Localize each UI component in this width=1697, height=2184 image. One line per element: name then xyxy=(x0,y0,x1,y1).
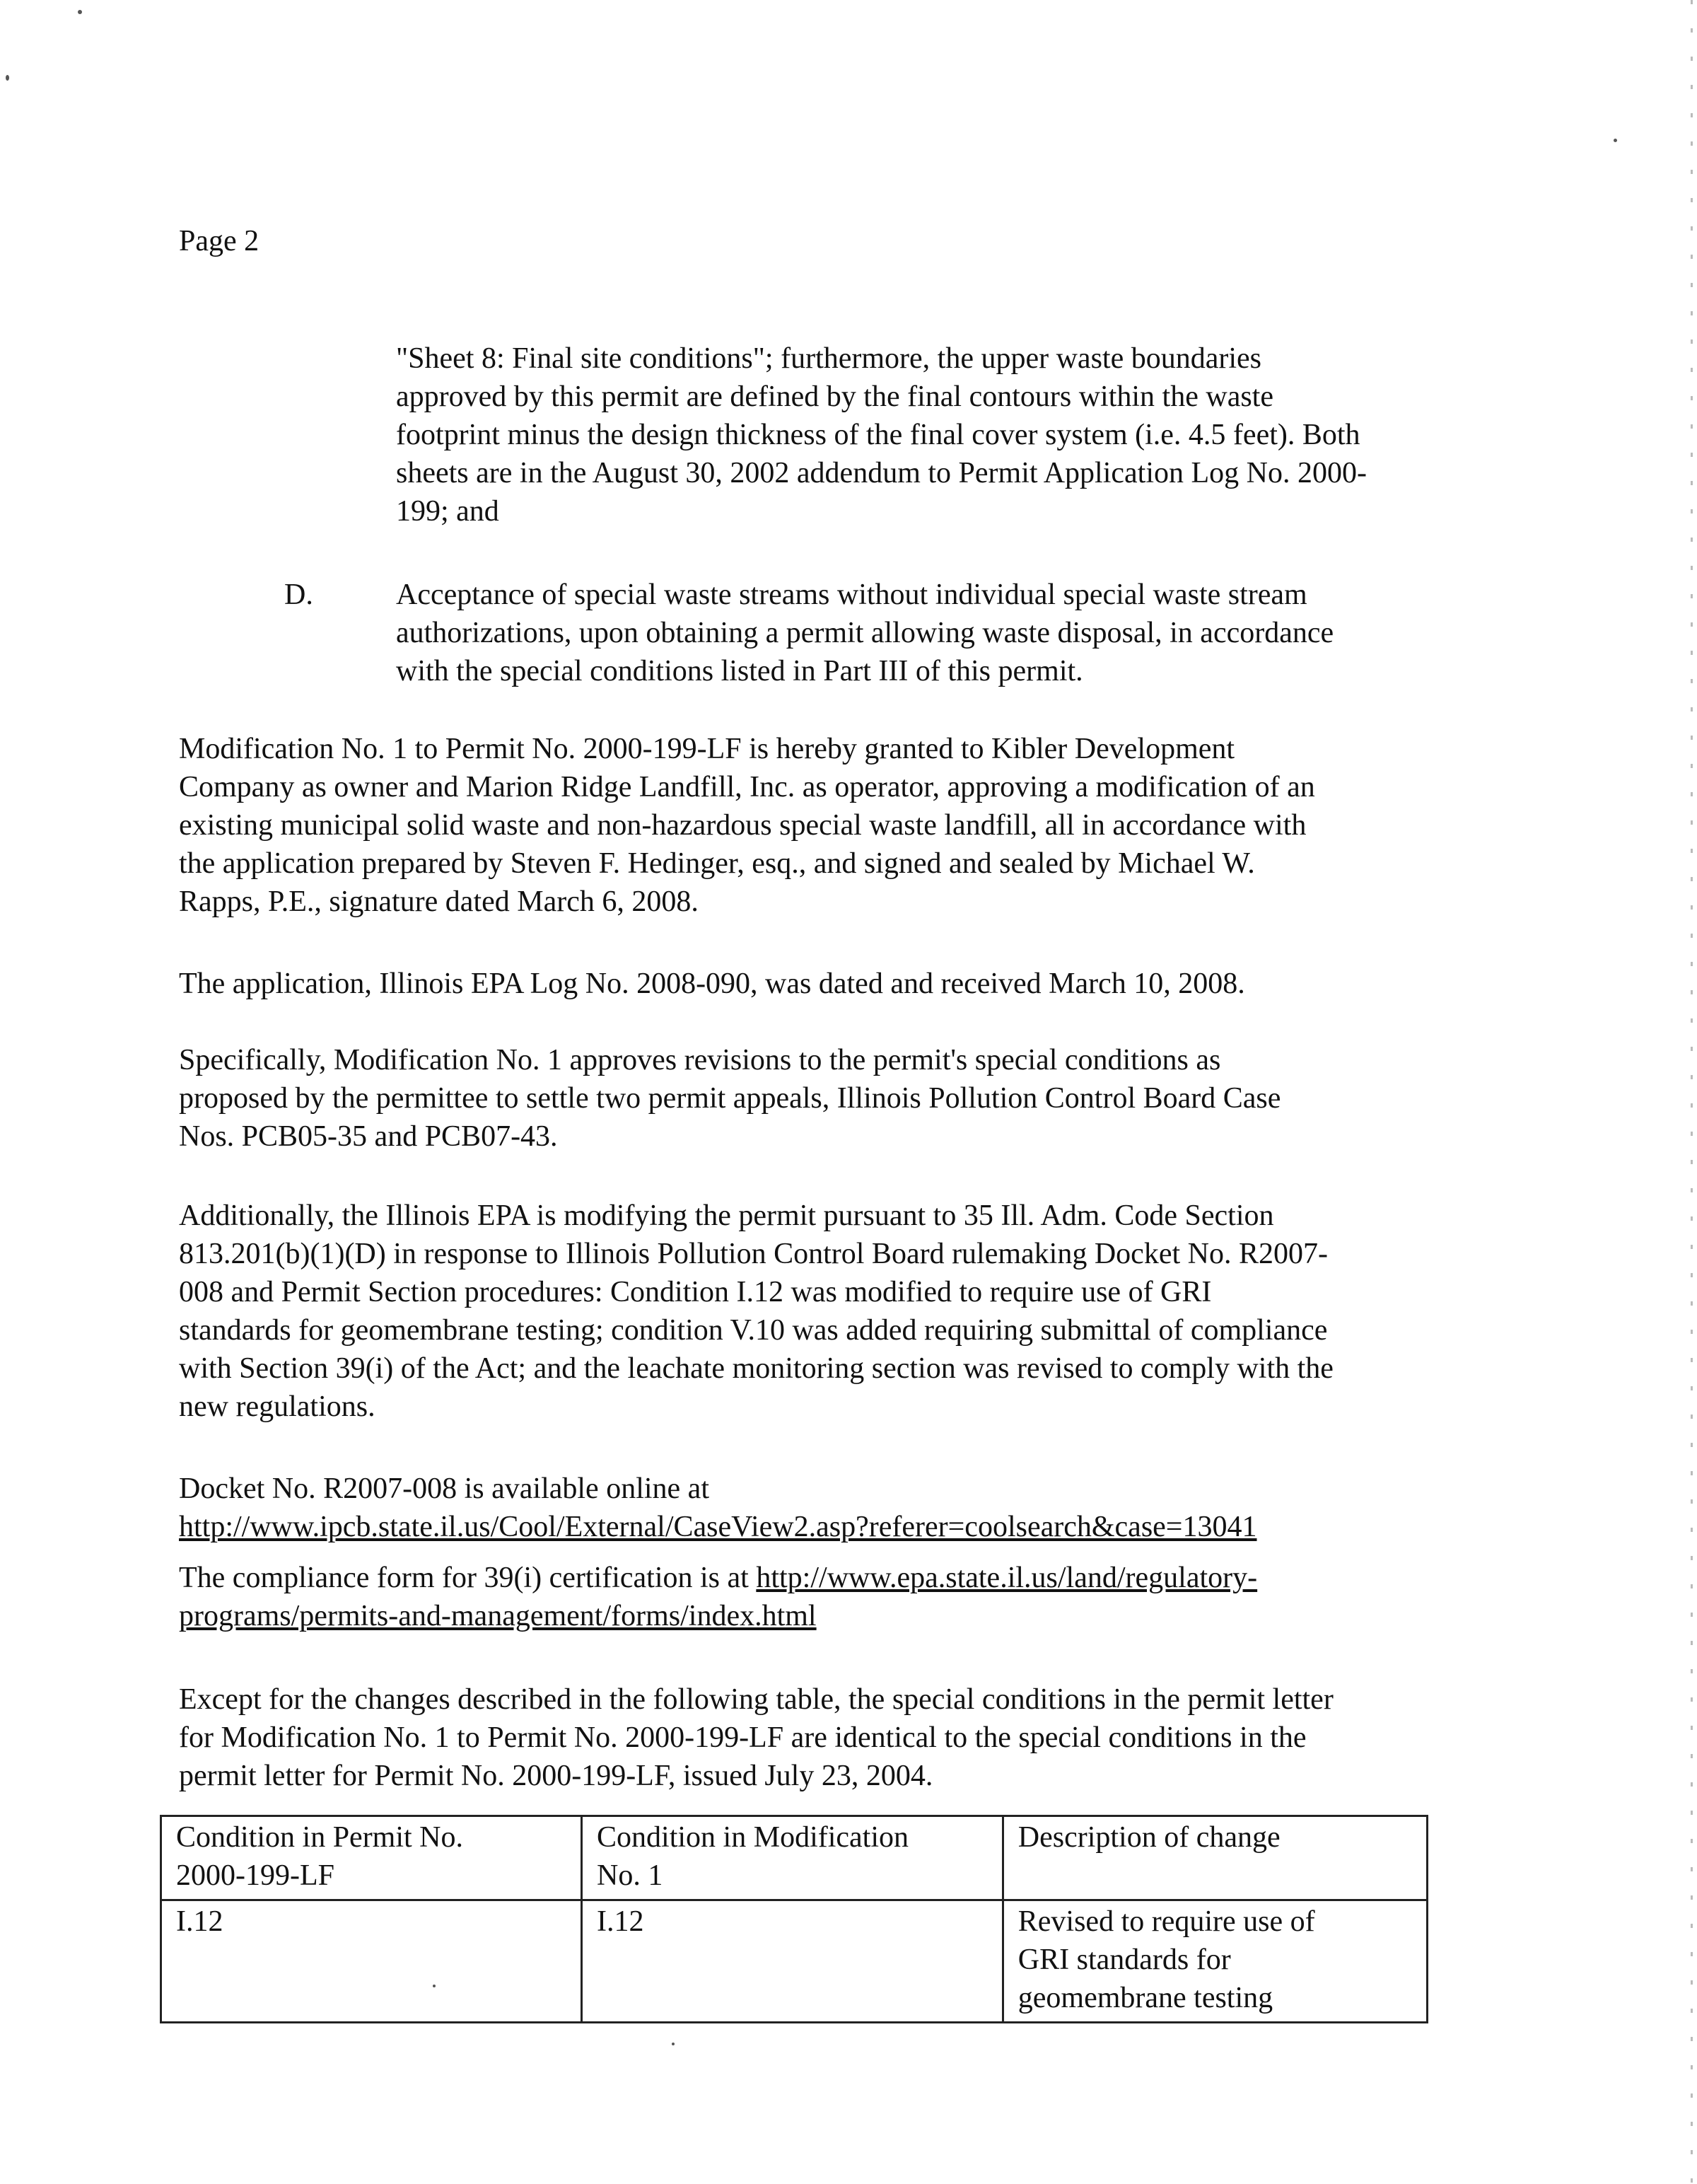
text-line: 813.201(b)(1)(D) in response to Illinois Pollution Control Board rulemaking Docket No. R2007- xyxy=(179,1238,1328,1270)
text-line: approved by this permit are defined by the final contours within the waste xyxy=(396,381,1273,413)
text-line: permit letter for Permit No. 2000-199-LF, issued July 23, 2004. xyxy=(179,1760,933,1792)
compliance-link-part1[interactable]: http://www.epa.state.il.us/land/regulatory- xyxy=(756,1562,1258,1594)
text-line: Additionally, the Illinois EPA is modifying the permit pursuant to 35 Ill. Adm. Code Section xyxy=(179,1200,1274,1232)
except-paragraph xyxy=(179,1680,1522,1795)
text-line: for Modification No. 1 to Permit No. 2000-199-LF are identical to the special conditions in the xyxy=(179,1721,1307,1754)
modification-paragraph xyxy=(179,730,1522,921)
changes-table xyxy=(160,1815,1428,2023)
application-paragraph: The application, Illinois EPA Log No. 2008-090, was dated and received March 10, 2008. xyxy=(179,968,1245,1000)
scan-speck xyxy=(672,2043,675,2045)
text-line: with the special conditions listed in Part III of this permit. xyxy=(396,655,1083,687)
table-row xyxy=(161,1900,1428,2023)
header-modification-condition: Condition in Modification No. 1 xyxy=(582,1816,1003,1900)
item-d-paragraph xyxy=(396,576,1520,690)
text-line: sheets are in the August 30, 2002 addendum to Permit Application Log No. 2000- xyxy=(396,457,1367,489)
additionally-paragraph xyxy=(179,1197,1522,1426)
text-line: Acceptance of special waste streams without individual special waste stream xyxy=(396,579,1307,611)
cell-modification-condition: I.12 xyxy=(582,1900,1003,2023)
text-line: new regulations. xyxy=(179,1390,375,1423)
scan-speck xyxy=(6,75,9,81)
scan-edge xyxy=(1691,0,1693,2184)
compliance-intro: The compliance form for 39(i) certification is at xyxy=(179,1562,757,1594)
text-line: with Section 39(i) of the Act; and the leachate monitoring section was revised to comply with the xyxy=(179,1352,1334,1385)
text-line: standards for geomembrane testing; condition V.10 was added requiring submittal of compliance xyxy=(179,1314,1328,1347)
text-line: 199; and xyxy=(396,495,499,528)
sheet8-paragraph xyxy=(396,339,1520,530)
table-header-row xyxy=(161,1816,1428,1900)
text-line: Specifically, Modification No. 1 approves revisions to the permit's special conditions as xyxy=(179,1044,1221,1076)
compliance-paragraph xyxy=(179,1559,1522,1635)
item-d-label: D. xyxy=(284,579,313,611)
docket-link[interactable]: http://www.ipcb.state.il.us/Cool/External/CaseView2.asp?referer=coolsearch&case=13041 xyxy=(179,1511,1257,1543)
specifically-paragraph xyxy=(179,1041,1522,1156)
docket-intro: Docket No. R2007-008 is available online at xyxy=(179,1473,709,1505)
text-line: authorizations, upon obtaining a permit allowing waste disposal, in accordance xyxy=(396,617,1334,649)
page-label: Page 2 xyxy=(179,225,259,257)
compliance-link-part2[interactable]: programs/permits-and-management/forms/index.html xyxy=(179,1600,817,1632)
docket-paragraph xyxy=(179,1470,1522,1546)
cell-permit-condition: I.12 xyxy=(161,1900,582,2023)
text-line: Except for the changes described in the following table, the special conditions in the permit letter xyxy=(179,1683,1334,1716)
header-permit-condition: Condition in Permit No. 2000-199-LF xyxy=(161,1816,582,1900)
scan-speck xyxy=(78,10,82,14)
text-line: Company as owner and Marion Ridge Landfill, Inc. as operator, approving a modification of an xyxy=(179,771,1315,803)
text-line: Rapps, P.E., signature dated March 6, 2008. xyxy=(179,885,699,918)
scan-speck xyxy=(1614,139,1617,142)
text-line: 008 and Permit Section procedures: Condition I.12 was modified to require use of GRI xyxy=(179,1276,1212,1308)
header-description: Description of change xyxy=(1003,1816,1427,1900)
text-line: existing municipal solid waste and non-hazardous special waste landfill, all in accordance with xyxy=(179,809,1307,842)
text-line: proposed by the permittee to settle two permit appeals, Illinois Pollution Control Board Case xyxy=(179,1082,1281,1115)
text-line: "Sheet 8: Final site conditions"; furthermore, the upper waste boundaries xyxy=(396,342,1262,375)
text-line: the application prepared by Steven F. Hedinger, esq., and signed and sealed by Michael W. xyxy=(179,847,1255,880)
scan-speck xyxy=(433,1985,436,1987)
text-line: footprint minus the design thickness of the final cover system (i.e. 4.5 feet). Both xyxy=(396,419,1360,451)
text-line: Nos. PCB05-35 and PCB07-43. xyxy=(179,1120,558,1153)
cell-description: Revised to require use of GRI standards for geomembrane testing xyxy=(1003,1900,1427,2023)
text-line: Modification No. 1 to Permit No. 2000-199-LF is hereby granted to Kibler Development xyxy=(179,733,1235,765)
